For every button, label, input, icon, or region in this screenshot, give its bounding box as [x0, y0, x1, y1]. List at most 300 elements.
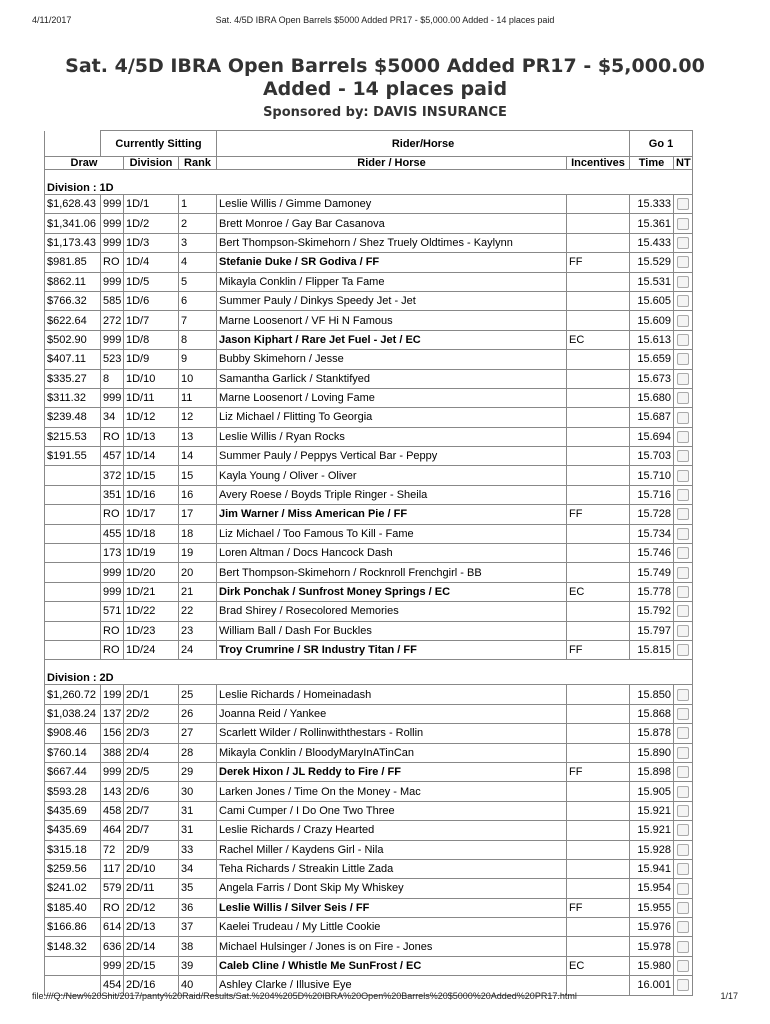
- nt-checkbox[interactable]: [677, 786, 689, 798]
- nt-cell: [674, 466, 693, 485]
- table-row: [45, 937, 693, 956]
- rank-cell: 23: [179, 621, 217, 640]
- rank-cell: 24: [179, 640, 217, 659]
- rider-horse-cell: Larken Jones / Time On the Money - Mac: [217, 782, 567, 801]
- nt-checkbox[interactable]: [677, 508, 689, 520]
- nt-cell: [674, 801, 693, 820]
- draw-cell: 458: [101, 801, 124, 820]
- nt-header: NT: [674, 157, 693, 170]
- table-row: [45, 427, 693, 446]
- table-row: [45, 801, 693, 820]
- time-cell: 15.716: [630, 485, 674, 504]
- incentives-cell: [567, 350, 630, 369]
- payout-cell: $239.48: [45, 408, 101, 427]
- nt-cell: [674, 485, 693, 504]
- nt-checkbox[interactable]: [677, 198, 689, 210]
- nt-cell: [674, 408, 693, 427]
- rider-horse-cell: Leslie Willis / Ryan Rocks: [217, 427, 567, 446]
- table-row: [45, 330, 693, 349]
- division-cell: 1D/5: [124, 272, 179, 291]
- incentives-cell: [567, 311, 630, 330]
- table-row: [45, 214, 693, 233]
- table-row: [45, 640, 693, 659]
- nt-checkbox[interactable]: [677, 412, 689, 424]
- payout-cell: $215.53: [45, 427, 101, 446]
- incentives-cell: [567, 621, 630, 640]
- incentives-cell: FF: [567, 898, 630, 917]
- incentives-cell: [567, 918, 630, 937]
- draw-cell: RO: [101, 898, 124, 917]
- division-cell: 2D/7: [124, 821, 179, 840]
- draw-cell: 636: [101, 937, 124, 956]
- draw-cell: RO: [101, 640, 124, 659]
- time-cell: 15.797: [630, 621, 674, 640]
- division-label: Division : 2D: [45, 660, 693, 685]
- payout-cell: $1,628.43: [45, 195, 101, 214]
- rank-cell: 7: [179, 311, 217, 330]
- nt-cell: [674, 640, 693, 659]
- payout-cell: $435.69: [45, 801, 101, 820]
- incentives-cell: FF: [567, 253, 630, 272]
- rider-horse-cell: Kaelei Trudeau / My Little Cookie: [217, 918, 567, 937]
- nt-checkbox[interactable]: [677, 689, 689, 701]
- nt-cell: [674, 563, 693, 582]
- rider-horse-cell: Samantha Garlick / Stanktifyed: [217, 369, 567, 388]
- division-row: [45, 170, 693, 195]
- draw-header: Draw: [45, 157, 124, 170]
- division-cell: 2D/5: [124, 762, 179, 781]
- nt-checkbox[interactable]: [677, 902, 689, 914]
- rank-cell: 19: [179, 544, 217, 563]
- rank-cell: 38: [179, 937, 217, 956]
- nt-checkbox[interactable]: [677, 256, 689, 268]
- rider-horse-cell: Leslie Willis / Silver Seis / FF: [217, 898, 567, 917]
- rank-cell: 40: [179, 976, 217, 995]
- draw-cell: 454: [101, 976, 124, 995]
- table-row: [45, 704, 693, 723]
- nt-checkbox[interactable]: [677, 567, 689, 579]
- payout-cell: $241.02: [45, 879, 101, 898]
- nt-checkbox[interactable]: [677, 237, 689, 249]
- nt-cell: [674, 388, 693, 407]
- nt-cell: [674, 724, 693, 743]
- incentives-cell: EC: [567, 582, 630, 601]
- division-cell: 1D/1: [124, 195, 179, 214]
- payout-cell: [45, 524, 101, 543]
- payout-cell: $908.46: [45, 724, 101, 743]
- table-row: [45, 272, 693, 291]
- incentives-cell: [567, 840, 630, 859]
- incentives-cell: [567, 859, 630, 878]
- nt-cell: [674, 859, 693, 878]
- payout-cell: [45, 563, 101, 582]
- nt-checkbox[interactable]: [677, 844, 689, 856]
- rider-horse-cell: Marne Loosenort / Loving Fame: [217, 388, 567, 407]
- rider-horse-cell: William Ball / Dash For Buckles: [217, 621, 567, 640]
- incentives-cell: [567, 447, 630, 466]
- division-cell: 1D/4: [124, 253, 179, 272]
- rank-cell: 35: [179, 879, 217, 898]
- rank-cell: 16: [179, 485, 217, 504]
- rider-horse-cell: Jason Kiphart / Rare Jet Fuel - Jet / EC: [217, 330, 567, 349]
- print-header-title: Sat. 4/5D IBRA Open Barrels $5000 Added PR17 - $5,000.00 Added - 14 places paid: [215, 15, 555, 25]
- division-cell: 1D/2: [124, 214, 179, 233]
- division-cell: 2D/10: [124, 859, 179, 878]
- time-cell: 15.868: [630, 704, 674, 723]
- payout-cell: $311.32: [45, 388, 101, 407]
- nt-checkbox[interactable]: [677, 528, 689, 540]
- draw-cell: 999: [101, 233, 124, 252]
- draw-cell: RO: [101, 505, 124, 524]
- nt-cell: [674, 505, 693, 524]
- nt-cell: [674, 233, 693, 252]
- nt-checkbox[interactable]: [677, 960, 689, 972]
- rider-horse-cell: Mikayla Conklin / BloodyMaryInATinCan: [217, 743, 567, 762]
- incentives-cell: [567, 427, 630, 446]
- rider-horse-cell: Michael Hulsinger / Jones is on Fire - Jones: [217, 937, 567, 956]
- table-row: [45, 195, 693, 214]
- nt-cell: [674, 782, 693, 801]
- nt-checkbox[interactable]: [677, 727, 689, 739]
- incentives-cell: [567, 408, 630, 427]
- nt-checkbox[interactable]: [677, 295, 689, 307]
- rider-horse-group-header: Rider/Horse: [217, 131, 630, 157]
- rider-horse-cell: Summer Pauly / Dinkys Speedy Jet - Jet: [217, 291, 567, 310]
- draw-cell: 388: [101, 743, 124, 762]
- incentives-cell: [567, 466, 630, 485]
- rider-horse-cell: Kayla Young / Oliver - Oliver: [217, 466, 567, 485]
- rider-horse-cell: Troy Crumrine / SR Industry Titan / FF: [217, 640, 567, 659]
- time-cell: 15.687: [630, 408, 674, 427]
- rank-cell: 1: [179, 195, 217, 214]
- rider-horse-cell: Caleb Cline / Whistle Me SunFrost / EC: [217, 956, 567, 975]
- draw-cell: RO: [101, 621, 124, 640]
- nt-checkbox[interactable]: [677, 824, 689, 836]
- rank-cell: 4: [179, 253, 217, 272]
- time-cell: 15.361: [630, 214, 674, 233]
- nt-checkbox[interactable]: [677, 625, 689, 637]
- sponsor-line: Sponsored by: DAVIS INSURANCE: [263, 105, 507, 120]
- rank-cell: 39: [179, 956, 217, 975]
- incentives-cell: [567, 743, 630, 762]
- rank-cell: 17: [179, 505, 217, 524]
- table-row: [45, 253, 693, 272]
- draw-cell: 272: [101, 311, 124, 330]
- time-cell: 15.673: [630, 369, 674, 388]
- nt-cell: [674, 214, 693, 233]
- time-cell: 15.529: [630, 253, 674, 272]
- nt-checkbox[interactable]: [677, 334, 689, 346]
- table-row: [45, 350, 693, 369]
- table-row: [45, 602, 693, 621]
- draw-cell: 455: [101, 524, 124, 543]
- nt-checkbox[interactable]: [677, 315, 689, 327]
- incentives-cell: [567, 879, 630, 898]
- division-cell: 1D/11: [124, 388, 179, 407]
- time-cell: 15.734: [630, 524, 674, 543]
- draw-cell: 199: [101, 685, 124, 704]
- nt-cell: [674, 762, 693, 781]
- rider-horse-cell: Liz Michael / Too Famous To Kill - Fame: [217, 524, 567, 543]
- division-cell: 1D/14: [124, 447, 179, 466]
- incentives-cell: [567, 704, 630, 723]
- payout-cell: $766.32: [45, 291, 101, 310]
- nt-checkbox[interactable]: [677, 450, 689, 462]
- rank-cell: 11: [179, 388, 217, 407]
- time-cell: 15.531: [630, 272, 674, 291]
- time-header: Time: [630, 157, 674, 170]
- rider-horse-cell: Joanna Reid / Yankee: [217, 704, 567, 723]
- draw-cell: 34: [101, 408, 124, 427]
- rider-horse-header: Rider / Horse: [217, 157, 567, 170]
- draw-cell: 571: [101, 602, 124, 621]
- incentives-cell: [567, 544, 630, 563]
- rider-horse-cell: Marne Loosenort / VF Hi N Famous: [217, 311, 567, 330]
- incentives-cell: EC: [567, 330, 630, 349]
- incentives-cell: [567, 233, 630, 252]
- division-cell: 2D/11: [124, 879, 179, 898]
- incentives-cell: FF: [567, 505, 630, 524]
- payout-cell: $502.90: [45, 330, 101, 349]
- go-header: Go 1: [630, 131, 693, 157]
- rank-cell: 5: [179, 272, 217, 291]
- time-cell: 15.749: [630, 563, 674, 582]
- time-cell: 15.941: [630, 859, 674, 878]
- time-cell: 15.898: [630, 762, 674, 781]
- nt-checkbox[interactable]: [677, 276, 689, 288]
- time-cell: 15.815: [630, 640, 674, 659]
- nt-cell: [674, 621, 693, 640]
- nt-checkbox[interactable]: [677, 766, 689, 778]
- division-cell: 2D/1: [124, 685, 179, 704]
- nt-checkbox[interactable]: [677, 747, 689, 759]
- rank-header: Rank: [179, 157, 217, 170]
- incentives-cell: [567, 563, 630, 582]
- time-cell: 15.609: [630, 311, 674, 330]
- nt-checkbox[interactable]: [677, 373, 689, 385]
- rider-horse-cell: Bert Thompson-Skimehorn / Shez Truely Oldtimes - Kaylynn: [217, 233, 567, 252]
- time-cell: 15.921: [630, 801, 674, 820]
- time-cell: 15.905: [630, 782, 674, 801]
- nt-cell: [674, 704, 693, 723]
- rank-cell: 31: [179, 801, 217, 820]
- rank-cell: 29: [179, 762, 217, 781]
- rider-horse-cell: Leslie Richards / Homeinadash: [217, 685, 567, 704]
- division-row: [45, 660, 693, 685]
- table-row: [45, 582, 693, 601]
- nt-checkbox[interactable]: [677, 941, 689, 953]
- draw-header-spacer: [45, 131, 101, 157]
- nt-cell: [674, 311, 693, 330]
- incentives-cell: [567, 291, 630, 310]
- payout-cell: [45, 544, 101, 563]
- draw-cell: 999: [101, 762, 124, 781]
- nt-cell: [674, 937, 693, 956]
- rider-horse-cell: Summer Pauly / Peppys Vertical Bar - Peppy: [217, 447, 567, 466]
- division-cell: 1D/8: [124, 330, 179, 349]
- nt-cell: [674, 918, 693, 937]
- payout-cell: [45, 485, 101, 504]
- rank-cell: 31: [179, 821, 217, 840]
- nt-checkbox[interactable]: [677, 644, 689, 656]
- division-cell: 2D/14: [124, 937, 179, 956]
- nt-checkbox[interactable]: [677, 353, 689, 365]
- table-row: [45, 724, 693, 743]
- payout-cell: $166.86: [45, 918, 101, 937]
- nt-checkbox[interactable]: [677, 605, 689, 617]
- nt-cell: [674, 582, 693, 601]
- division-cell: 2D/6: [124, 782, 179, 801]
- time-cell: 15.890: [630, 743, 674, 762]
- nt-cell: [674, 956, 693, 975]
- draw-cell: 999: [101, 214, 124, 233]
- nt-checkbox[interactable]: [677, 470, 689, 482]
- nt-checkbox[interactable]: [677, 392, 689, 404]
- table-row: [45, 743, 693, 762]
- nt-cell: [674, 602, 693, 621]
- rank-cell: 9: [179, 350, 217, 369]
- nt-checkbox[interactable]: [677, 218, 689, 230]
- incentives-cell: FF: [567, 640, 630, 659]
- table-row: [45, 879, 693, 898]
- draw-cell: 614: [101, 918, 124, 937]
- incentives-cell: [567, 214, 630, 233]
- rank-cell: 12: [179, 408, 217, 427]
- table-row: [45, 956, 693, 975]
- table-row: [45, 840, 693, 859]
- time-cell: 15.976: [630, 918, 674, 937]
- draw-cell: 585: [101, 291, 124, 310]
- rank-cell: 22: [179, 602, 217, 621]
- time-cell: 15.850: [630, 685, 674, 704]
- incentives-cell: [567, 485, 630, 504]
- time-cell: 15.710: [630, 466, 674, 485]
- rider-horse-cell: Leslie Willis / Gimme Damoney: [217, 195, 567, 214]
- rider-horse-cell: Scarlett Wilder / Rollinwiththestars - Rollin: [217, 724, 567, 743]
- rank-cell: 8: [179, 330, 217, 349]
- rider-horse-cell: Bert Thompson-Skimehorn / Rocknroll Frenchgirl - BB: [217, 563, 567, 582]
- rider-horse-cell: Brett Monroe / Gay Bar Casanova: [217, 214, 567, 233]
- rider-horse-cell: Cami Cumper / I Do One Two Three: [217, 801, 567, 820]
- incentives-cell: EC: [567, 956, 630, 975]
- nt-cell: [674, 272, 693, 291]
- table-row: [45, 859, 693, 878]
- rank-cell: 6: [179, 291, 217, 310]
- nt-checkbox[interactable]: [677, 586, 689, 598]
- nt-checkbox[interactable]: [677, 431, 689, 443]
- time-cell: 15.605: [630, 291, 674, 310]
- rider-horse-cell: Liz Michael / Flitting To Georgia: [217, 408, 567, 427]
- payout-cell: $1,341.06: [45, 214, 101, 233]
- rank-cell: 20: [179, 563, 217, 582]
- incentives-cell: [567, 524, 630, 543]
- rider-horse-cell: Jim Warner / Miss American Pie / FF: [217, 505, 567, 524]
- table-row: [45, 524, 693, 543]
- payout-cell: [45, 505, 101, 524]
- time-cell: 15.433: [630, 233, 674, 252]
- rank-cell: 37: [179, 918, 217, 937]
- nt-checkbox[interactable]: [677, 547, 689, 559]
- nt-cell: [674, 821, 693, 840]
- division-cell: 1D/7: [124, 311, 179, 330]
- division-cell: 1D/3: [124, 233, 179, 252]
- draw-cell: 143: [101, 782, 124, 801]
- time-cell: 15.728: [630, 505, 674, 524]
- incentives-cell: [567, 369, 630, 388]
- incentives-cell: FF: [567, 762, 630, 781]
- payout-cell: [45, 956, 101, 975]
- rider-horse-cell: Stefanie Duke / SR Godiva / FF: [217, 253, 567, 272]
- table-row: [45, 544, 693, 563]
- time-cell: 15.659: [630, 350, 674, 369]
- nt-cell: [674, 898, 693, 917]
- division-cell: 1D/15: [124, 466, 179, 485]
- division-cell: 2D/3: [124, 724, 179, 743]
- table-row: [45, 369, 693, 388]
- draw-cell: 156: [101, 724, 124, 743]
- payout-cell: [45, 602, 101, 621]
- draw-cell: 457: [101, 447, 124, 466]
- nt-checkbox[interactable]: [677, 883, 689, 895]
- nt-cell: [674, 427, 693, 446]
- payout-cell: [45, 640, 101, 659]
- draw-cell: RO: [101, 253, 124, 272]
- draw-cell: 999: [101, 388, 124, 407]
- nt-checkbox[interactable]: [677, 489, 689, 501]
- payout-cell: $435.69: [45, 821, 101, 840]
- nt-cell: [674, 330, 693, 349]
- time-cell: 15.980: [630, 956, 674, 975]
- division-cell: 1D/10: [124, 369, 179, 388]
- payout-cell: $191.55: [45, 447, 101, 466]
- payout-cell: $622.64: [45, 311, 101, 330]
- division-cell: 1D/22: [124, 602, 179, 621]
- draw-cell: 999: [101, 582, 124, 601]
- nt-cell: [674, 840, 693, 859]
- incentives-cell: [567, 195, 630, 214]
- nt-cell: [674, 195, 693, 214]
- time-cell: 15.746: [630, 544, 674, 563]
- division-cell: 2D/9: [124, 840, 179, 859]
- draw-cell: 8: [101, 369, 124, 388]
- time-cell: 15.978: [630, 937, 674, 956]
- draw-cell: 117: [101, 859, 124, 878]
- nt-checkbox[interactable]: [677, 805, 689, 817]
- nt-checkbox[interactable]: [677, 708, 689, 720]
- page-title: Sat. 4/5D IBRA Open Barrels $5000 Added PR17 - $5,000.00 Added - 14 places paid: [65, 55, 705, 100]
- nt-checkbox[interactable]: [677, 921, 689, 933]
- nt-checkbox[interactable]: [677, 863, 689, 875]
- time-cell: 15.703: [630, 447, 674, 466]
- incentives-cell: [567, 821, 630, 840]
- division-cell: 2D/7: [124, 801, 179, 820]
- division-cell: 1D/19: [124, 544, 179, 563]
- nt-checkbox[interactable]: [677, 979, 689, 991]
- rider-horse-cell: Angela Farris / Dont Skip My Whiskey: [217, 879, 567, 898]
- time-cell: 15.613: [630, 330, 674, 349]
- draw-cell: 523: [101, 350, 124, 369]
- rank-cell: 13: [179, 427, 217, 446]
- division-cell: 2D/16: [124, 976, 179, 995]
- division-cell: 2D/2: [124, 704, 179, 723]
- payout-cell: $407.11: [45, 350, 101, 369]
- division-cell: 1D/12: [124, 408, 179, 427]
- time-cell: 15.928: [630, 840, 674, 859]
- division-cell: 1D/16: [124, 485, 179, 504]
- rider-horse-cell: Ashley Clarke / Illusive Eye: [217, 976, 567, 995]
- draw-cell: 372: [101, 466, 124, 485]
- division-cell: 1D/24: [124, 640, 179, 659]
